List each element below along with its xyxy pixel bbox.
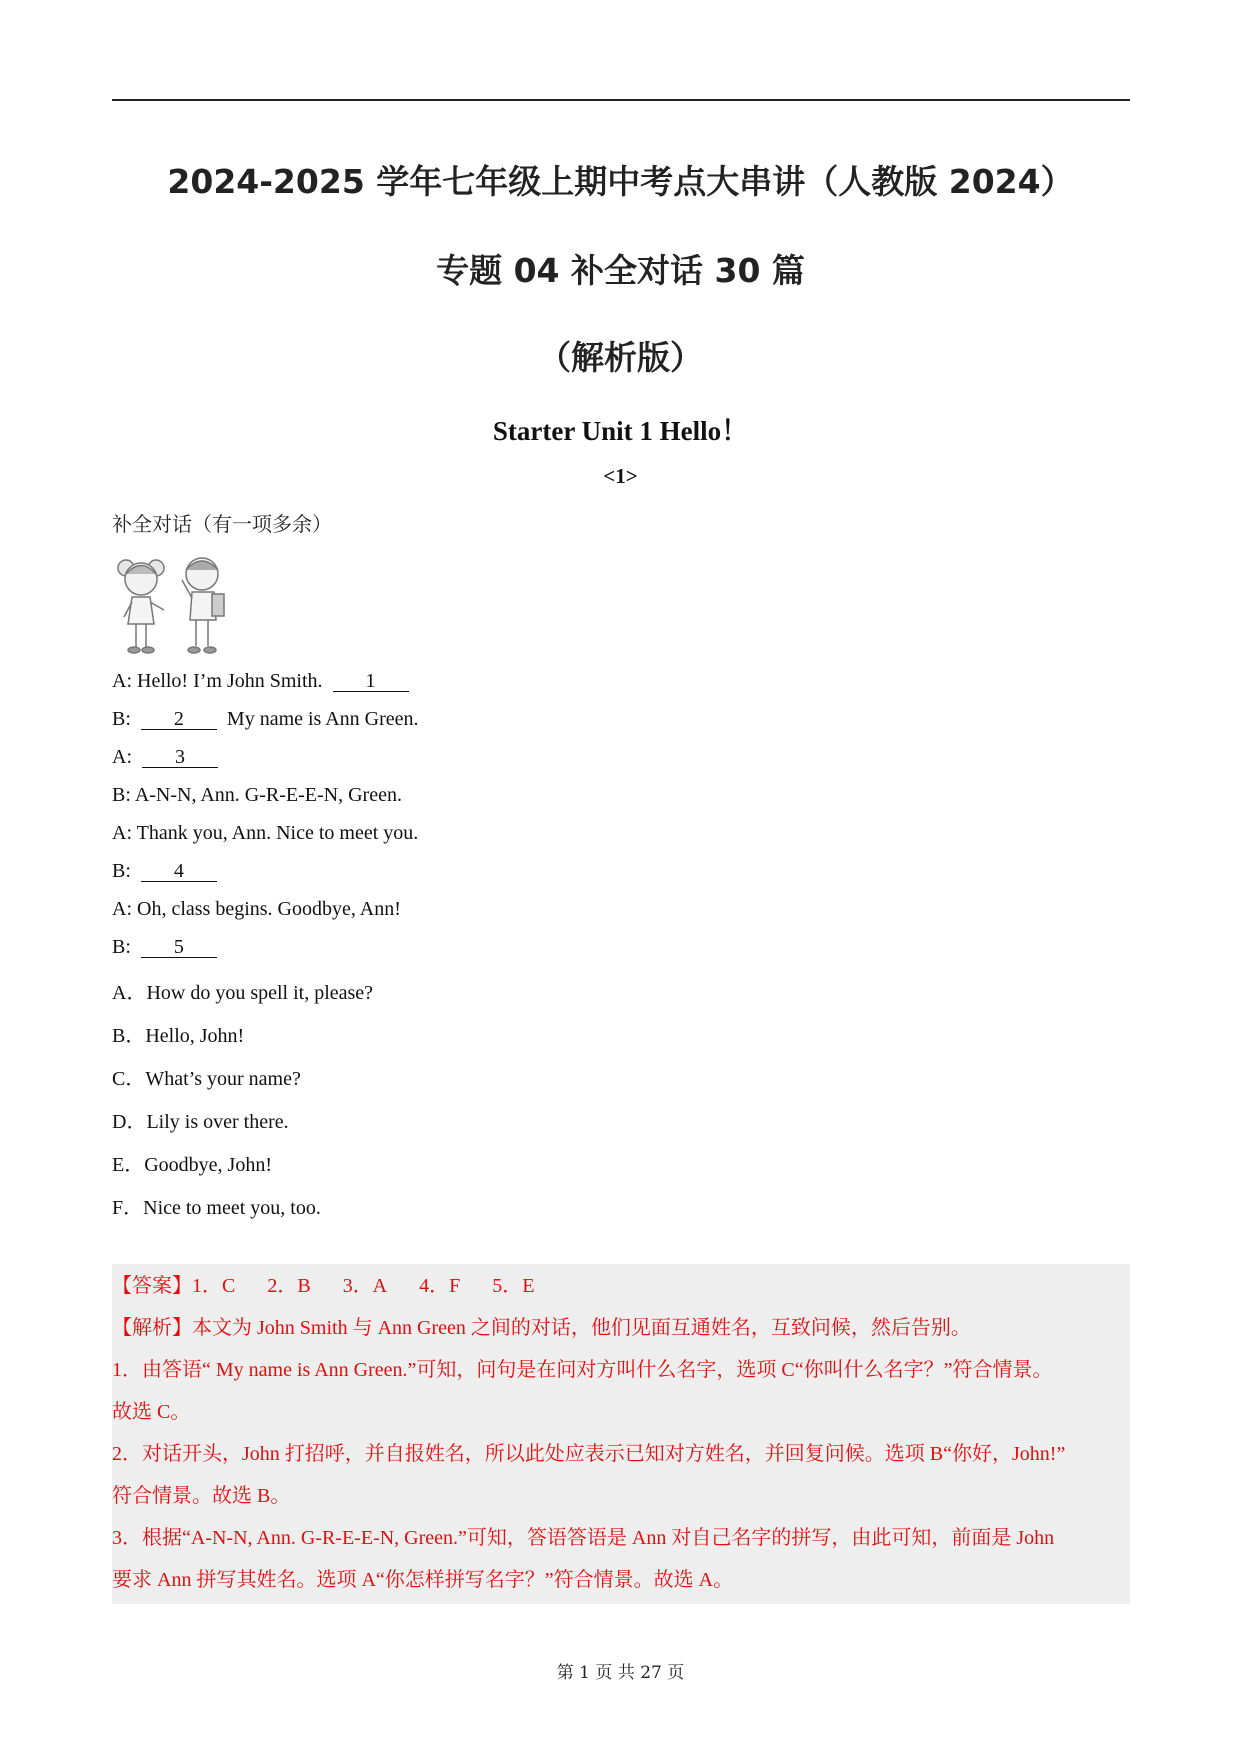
blank-4: 4: [141, 861, 217, 882]
document-title: 2024-2025 学年七年级上期中考点大串讲（人教版 2024）: [167, 162, 1074, 201]
analysis-line: 符合情景。故选 B。: [112, 1485, 291, 1507]
analysis-line: 2．对话开头，John 打招呼，并自报姓名，所以此处应表示已知对方姓名，并回复问候。选项 B“你好，John!”: [112, 1443, 1066, 1465]
document-edition: （解析版）: [538, 338, 703, 377]
analysis-line: 3．根据“A-N-N, Ann. G-R-E-E-N, Green.”可知，答语答语是 Ann 对自己名字的拼写，由此可知，前面是 John: [112, 1527, 1055, 1549]
analysis-intro: 【解析】本文为 John Smith 与 Ann Green 之间的对话，他们见面互通姓名，互致问候，然后告别。: [112, 1317, 971, 1339]
blank-5: 5: [141, 937, 217, 958]
analysis-line: 故选 C。: [112, 1401, 191, 1423]
blank-1: 1: [333, 671, 409, 692]
dialogue-line: B: 5: [112, 936, 217, 959]
document-subtitle: 专题 04 补全对话 30 篇: [436, 251, 805, 290]
option-f: F．Nice to meet you, too.: [112, 1197, 321, 1219]
blank-3: 3: [142, 747, 218, 768]
blank-2: 2: [141, 709, 217, 730]
children-illustration: [112, 552, 242, 657]
option-c: C．What’s your name?: [112, 1068, 301, 1090]
dialogue-line: A: 3: [112, 746, 218, 769]
dialogue-line: A: Oh, class begins. Goodbye, Ann!: [112, 898, 401, 920]
instruction: 补全对话（有一项多余）: [112, 512, 332, 536]
dialogue-line: B: 4: [112, 860, 217, 883]
option-e: E．Goodbye, John!: [112, 1154, 272, 1176]
answer-line: 【答案】1．C 2．B 3．A 4．F 5．E: [112, 1275, 535, 1297]
dialogue-line: A: Thank you, Ann. Nice to meet you.: [112, 822, 419, 844]
option-d: D．Lily is over there.: [112, 1111, 289, 1133]
passage-number: <1>: [603, 464, 638, 488]
page-footer: 第 1 页 共 27 页: [556, 1663, 685, 1683]
analysis-line: 1．由答语“ My name is Ann Green.”可知，问句是在问对方叫什么名字，选项 C“你叫什么名字？”符合情景。: [112, 1359, 1053, 1381]
dialogue-line: B: A-N-N, Ann. G-R-E-E-N, Green.: [112, 784, 402, 806]
analysis-line: 要求 Ann 拼写其姓名。选项 A“你怎样拼写名字？”符合情景。故选 A。: [112, 1569, 734, 1591]
header-rule: [112, 99, 1130, 101]
option-b: B．Hello, John!: [112, 1025, 245, 1047]
unit-heading: Starter Unit 1 Hello！: [492, 416, 749, 446]
dialogue-line: A: Hello! I’m John Smith. 1: [112, 670, 409, 693]
dialogue-line: B: 2 My name is Ann Green.: [112, 708, 419, 730]
option-a: A．How do you spell it, please?: [112, 982, 374, 1004]
